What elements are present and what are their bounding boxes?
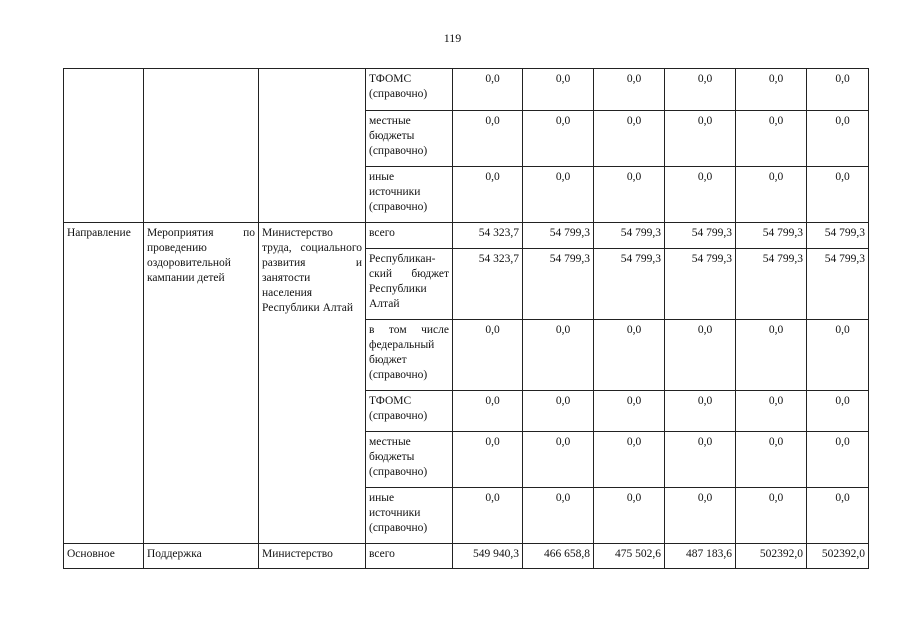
cell-value: 0,0 (523, 167, 594, 223)
cell-value: 0,0 (807, 167, 869, 223)
cell-value: 487 183,6 (665, 544, 736, 569)
cell-source: в том числе федеральный бюджет (справочно) (366, 320, 453, 391)
cell-source: иные источники (справочно) (366, 488, 453, 544)
cell-value: 0,0 (594, 320, 665, 391)
cell-value: 54 799,3 (594, 249, 665, 320)
cell-executor: Министерство труда, социального развития и занятости населения Республики Алтай (259, 223, 366, 544)
cell-source: всего (366, 544, 453, 569)
cell-value: 54 799,3 (665, 223, 736, 249)
cell-value: 0,0 (736, 167, 807, 223)
cell-name: Мероприятия по проведению оздоровительной кампании детей (144, 223, 259, 544)
cell-value: 0,0 (807, 111, 869, 167)
cell-type (64, 69, 144, 223)
cell-value: 54 799,3 (594, 223, 665, 249)
cell-value: 0,0 (807, 488, 869, 544)
cell-value: 54 799,3 (523, 223, 594, 249)
cell-value: 502392,0 (807, 544, 869, 569)
cell-value: 0,0 (665, 69, 736, 111)
cell-value: 0,0 (523, 69, 594, 111)
cell-value: 0,0 (523, 391, 594, 432)
cell-value: 0,0 (453, 167, 523, 223)
cell-value: 0,0 (453, 432, 523, 488)
cell-name (144, 69, 259, 223)
cell-value: 0,0 (453, 111, 523, 167)
cell-value: 0,0 (594, 391, 665, 432)
cell-type: Направление (64, 223, 144, 544)
cell-value: 0,0 (594, 69, 665, 111)
cell-value: 0,0 (453, 320, 523, 391)
cell-value: 0,0 (665, 391, 736, 432)
cell-value: 54 323,7 (453, 223, 523, 249)
cell-value: 0,0 (594, 111, 665, 167)
cell-value: 475 502,6 (594, 544, 665, 569)
cell-value: 0,0 (807, 69, 869, 111)
cell-name: Поддержка (144, 544, 259, 569)
budget-table (63, 68, 869, 569)
cell-value: 0,0 (736, 488, 807, 544)
cell-value: 0,0 (807, 432, 869, 488)
cell-value: 0,0 (453, 69, 523, 111)
cell-value: 54 799,3 (807, 223, 869, 249)
cell-value: 0,0 (523, 488, 594, 544)
cell-value: 0,0 (665, 111, 736, 167)
cell-source: местные бюджеты (справочно) (366, 111, 453, 167)
cell-value: 0,0 (807, 391, 869, 432)
cell-value: 0,0 (736, 432, 807, 488)
cell-value: 0,0 (523, 320, 594, 391)
cell-source: ТФОМС (справочно) (366, 391, 453, 432)
cell-value: 466 658,8 (523, 544, 594, 569)
cell-executor: Министерство (259, 544, 366, 569)
cell-value: 54 799,3 (807, 249, 869, 320)
table-row (64, 223, 869, 249)
cell-value: 0,0 (594, 432, 665, 488)
cell-value: 0,0 (523, 432, 594, 488)
cell-value: 0,0 (665, 167, 736, 223)
cell-value: 0,0 (523, 111, 594, 167)
cell-value: 0,0 (665, 320, 736, 391)
cell-value: 0,0 (453, 488, 523, 544)
cell-source: иные источники (справочно) (366, 167, 453, 223)
cell-value: 0,0 (665, 488, 736, 544)
cell-value: 54 323,7 (453, 249, 523, 320)
cell-value: 0,0 (594, 167, 665, 223)
cell-value: 0,0 (736, 391, 807, 432)
cell-source: всего (366, 223, 453, 249)
cell-value: 54 799,3 (665, 249, 736, 320)
cell-value: 0,0 (807, 320, 869, 391)
cell-value: 0,0 (594, 488, 665, 544)
cell-value: 549 940,3 (453, 544, 523, 569)
cell-value: 0,0 (736, 69, 807, 111)
cell-source: местные бюджеты (справочно) (366, 432, 453, 488)
cell-value: 0,0 (665, 432, 736, 488)
cell-value: 0,0 (736, 111, 807, 167)
page-number: 119 (443, 31, 462, 45)
cell-source: Республикан-ский бюджет Республики Алтай (366, 249, 453, 320)
cell-value: 502392,0 (736, 544, 807, 569)
cell-source: ТФОМС (справочно) (366, 69, 453, 111)
cell-value: 0,0 (453, 391, 523, 432)
table-row (64, 69, 869, 111)
cell-value: 54 799,3 (736, 223, 807, 249)
cell-executor (259, 69, 366, 223)
cell-value: 54 799,3 (523, 249, 594, 320)
cell-value: 54 799,3 (736, 249, 807, 320)
cell-type: Основное (64, 544, 144, 569)
table-row (64, 544, 869, 569)
cell-value: 0,0 (736, 320, 807, 391)
